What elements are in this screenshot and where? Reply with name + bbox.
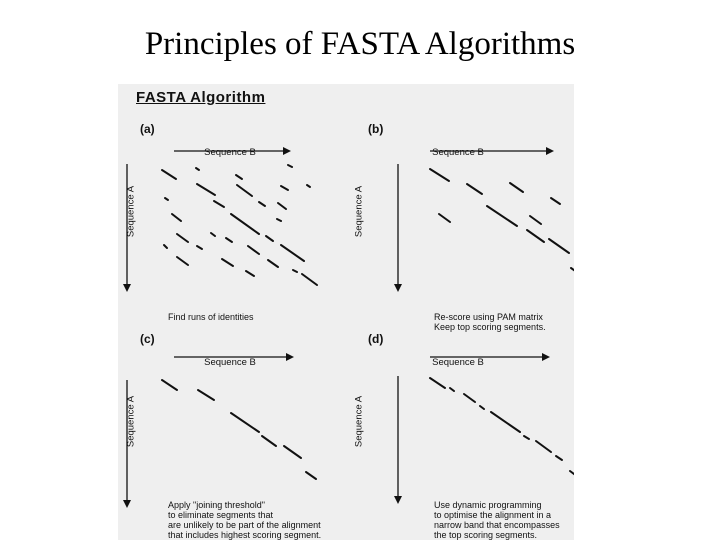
segment: [467, 184, 482, 194]
segment: [266, 236, 273, 241]
segment: [231, 214, 259, 234]
caption-line: that includes highest scoring segment.: [168, 530, 322, 540]
panel-label: (a): [140, 122, 155, 136]
segment: [164, 245, 167, 248]
segment: [248, 246, 259, 254]
caption-line: are unlikely to be part of the alignment: [168, 520, 321, 530]
caption-line: Use dynamic programming: [434, 500, 542, 510]
segment: [570, 471, 574, 477]
sequence-a-arrowhead: [123, 500, 131, 508]
sequence-b-label: Sequence B: [204, 147, 256, 158]
segment: [281, 245, 304, 261]
segment: [284, 446, 301, 458]
panel-caption: [434, 500, 572, 540]
panel-d: [346, 328, 574, 540]
slide-title: Principles of FASTA Algorithms: [144, 26, 576, 62]
segment: [527, 230, 544, 242]
sequence-b-label: Sequence B: [204, 357, 256, 368]
fasta-figure: [118, 84, 574, 540]
segment: [306, 472, 316, 479]
segment: [491, 412, 520, 432]
segment: [211, 233, 215, 236]
sequence-a-label: Sequence A: [125, 185, 137, 238]
sequence-b-label: Sequence B: [432, 147, 484, 158]
panel-label: (b): [368, 122, 384, 136]
panel-caption: [168, 312, 344, 322]
segment: [556, 456, 562, 460]
caption-line: to optimise the alignment in a: [434, 510, 552, 520]
segment: [277, 219, 281, 221]
caption-line: the top scoring segments.: [434, 530, 538, 540]
match-segments: [430, 169, 574, 273]
segment: [231, 413, 259, 432]
segment: [259, 202, 265, 206]
sequence-a-arrowhead: [394, 284, 402, 292]
panel-caption: [168, 500, 344, 540]
segment: [177, 234, 188, 242]
segment: [196, 168, 199, 170]
segment: [281, 186, 288, 190]
segment: [237, 185, 252, 196]
segment: [162, 170, 176, 179]
segment: [197, 184, 215, 195]
sequence-a-label: Sequence A: [353, 185, 365, 238]
segment: [222, 259, 233, 266]
segment: [293, 270, 297, 272]
segment: [439, 214, 450, 222]
alignment-path: [430, 378, 574, 477]
segment: [450, 388, 454, 391]
segment: [430, 378, 445, 388]
segment: [288, 165, 292, 167]
match-segments: [162, 380, 316, 479]
segment: [226, 238, 232, 242]
caption-line: to eliminate segments that: [168, 510, 274, 520]
sequence-b-label: Sequence B: [432, 357, 484, 368]
segment: [480, 406, 484, 409]
segment: [214, 201, 224, 207]
segment: [278, 203, 286, 209]
sequence-a-label: Sequence A: [353, 395, 365, 448]
sequence-b-arrowhead: [283, 147, 291, 155]
segment: [549, 239, 569, 253]
caption-line: Re-score using PAM matrix: [434, 312, 543, 322]
segment: [510, 183, 523, 192]
segment: [430, 169, 449, 181]
segment: [262, 436, 276, 446]
segment: [246, 271, 254, 276]
segment: [536, 441, 551, 452]
sequence-a-arrowhead: [394, 496, 402, 504]
segment: [571, 268, 574, 273]
caption-line: Find runs of identities: [168, 312, 254, 322]
segment: [530, 216, 541, 224]
panel-a: [118, 118, 346, 346]
segment: [197, 246, 202, 249]
segment: [172, 214, 181, 221]
panel-b: [346, 118, 574, 346]
figure-title: FASTA Algorithm: [136, 89, 266, 106]
segment: [165, 198, 168, 200]
segment: [268, 260, 278, 267]
segment: [162, 380, 177, 390]
segment: [302, 274, 317, 285]
sequence-a-label: Sequence A: [125, 395, 137, 448]
sequence-a-arrowhead: [123, 284, 131, 292]
match-segments: [162, 165, 317, 285]
segment: [487, 206, 517, 226]
segment: [198, 390, 214, 400]
panel-label: (d): [368, 332, 384, 346]
segment: [307, 185, 310, 187]
sequence-b-arrowhead: [546, 147, 554, 155]
sequence-b-arrowhead: [542, 353, 550, 361]
caption-line: Apply "joining threshold": [168, 500, 265, 510]
panel-label: (c): [140, 332, 155, 346]
segment: [464, 394, 475, 402]
caption-line: narrow band that encompasses: [434, 520, 560, 530]
sequence-b-arrowhead: [286, 353, 294, 361]
segment: [177, 257, 188, 265]
panel-c: [118, 328, 346, 540]
segment: [551, 198, 560, 204]
caption-line: Keep top scoring segments.: [434, 322, 546, 332]
segment: [524, 436, 529, 439]
segment: [236, 175, 242, 179]
